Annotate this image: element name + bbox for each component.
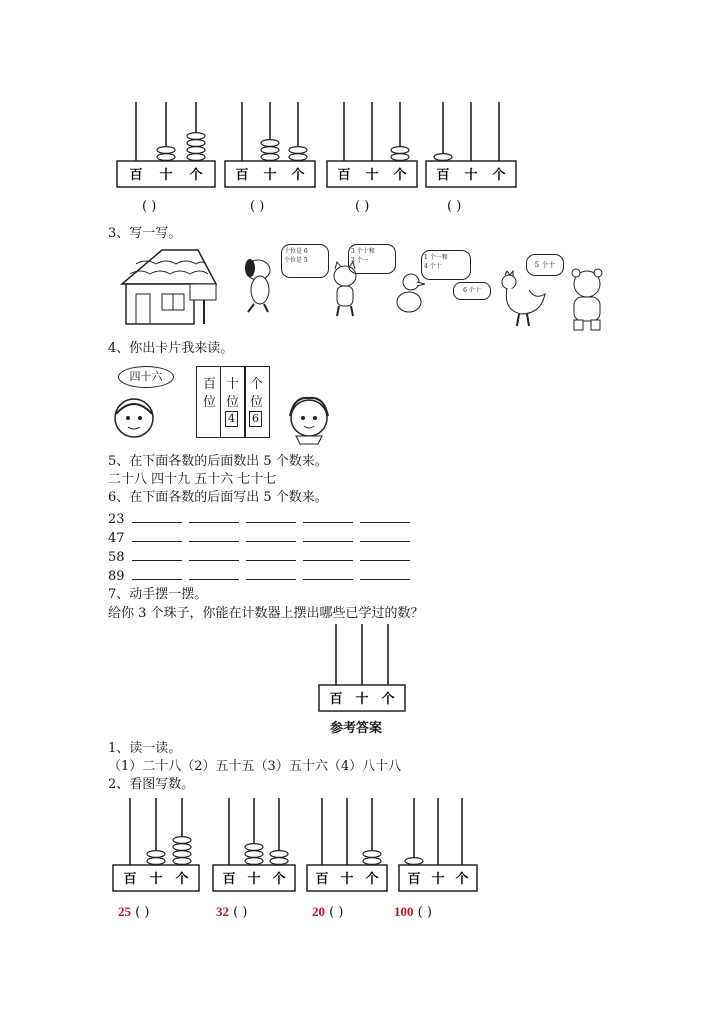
fill-row-4[interactable]: 89 [108, 567, 410, 584]
answer-blank-1[interactable]: ( ) [142, 199, 157, 214]
section4-title: 4、你出卡片我来读。 [108, 341, 234, 356]
boy-illustration [110, 394, 160, 446]
section3-title: 3、写一写。 [108, 226, 182, 241]
abacus-label-hundreds: 百 [235, 168, 249, 183]
answer-blank-3[interactable]: ( ) [355, 199, 370, 214]
ones-card: 个 位 6 [244, 366, 270, 438]
answer1-title: 1、读一读。 [108, 741, 182, 756]
rooster-speech-bubble: 6 个十 [453, 282, 491, 300]
answer-key-title: 参考答案 [330, 720, 383, 735]
bead-tens [261, 140, 279, 147]
abacus-label-hundreds: 百 [129, 168, 143, 183]
abacus-label-hundreds: 百 [123, 872, 137, 887]
speech-bubble: 四十六 [118, 366, 174, 388]
abacus-label-hundreds: 百 [315, 872, 329, 887]
rooster-illustration [493, 270, 553, 328]
bead-hundreds [434, 154, 452, 161]
bead-ones [187, 147, 205, 154]
bead-tens [245, 858, 263, 865]
bead-tens [245, 851, 263, 858]
bead-ones [187, 133, 205, 140]
abacus-label-ones: 个 [272, 872, 286, 887]
bead-ones [187, 154, 205, 161]
bead-ones [289, 147, 307, 154]
empty-abacus [318, 622, 406, 712]
bead-tens [261, 147, 279, 154]
bead-ones [391, 154, 409, 161]
girl-illustration [284, 394, 334, 446]
abacus-label-tens: 十 [355, 692, 369, 707]
abacus-label-ones: 个 [189, 168, 203, 183]
answer-blank-4[interactable]: ( ) [447, 199, 462, 214]
abacus-2 [224, 100, 316, 188]
answer-blank-2[interactable]: ( ) [250, 199, 265, 214]
abacus-label-ones: 个 [492, 168, 506, 183]
abacus-label-tens: 十 [263, 168, 277, 183]
abacus-3 [326, 100, 418, 188]
abacus-label-ones: 个 [175, 872, 189, 887]
section5-numbers: 二十八 四十九 五十六 七十七 [108, 472, 277, 487]
abacus-1 [116, 100, 216, 188]
abacus-label-hundreds: 百 [337, 168, 351, 183]
ones-digit: 6 [249, 411, 262, 427]
bead-ones [270, 858, 288, 865]
bead-ones [363, 858, 381, 865]
bear-speech-bubble: 5 个十 [526, 254, 564, 276]
duck-speech-bubble: 1 个一和 4 个十 [421, 250, 471, 280]
cat-speech-bubble: 3 个十和 2 个一 [348, 244, 396, 274]
abacus-label-tens: 十 [464, 168, 478, 183]
bead-tens [157, 147, 175, 154]
bead-tens [147, 851, 165, 858]
answer-value-3: 20 ( ) [312, 904, 344, 920]
abacus-label-hundreds: 百 [407, 872, 421, 887]
abacus-label-ones: 个 [381, 692, 395, 707]
abacus-label-hundreds: 百 [222, 872, 236, 887]
section7-text: 给你 3 个珠子，你能在计数器上摆出哪些已学过的数？ [108, 606, 424, 621]
bead-ones [289, 154, 307, 161]
abacus-label-ones: 个 [291, 168, 305, 183]
bead-hundreds [405, 858, 423, 865]
abacus-label-ones: 个 [455, 872, 469, 887]
bead-ones [173, 837, 191, 844]
answer1-text: （1）二十八（2）五十五（3）五十六（4）八十八 [108, 759, 402, 774]
bead-ones [363, 851, 381, 858]
abacus-label-tens: 十 [340, 872, 354, 887]
abacus-label-ones: 个 [365, 872, 379, 887]
house-illustration [112, 244, 222, 328]
answer2-title: 2、看图写数。 [108, 777, 195, 792]
bead-ones [270, 851, 288, 858]
bead-tens [157, 154, 175, 161]
hundreds-card: 百 位 [196, 366, 246, 438]
abacus-4 [425, 100, 517, 188]
answer-abacus-1 [112, 796, 200, 892]
dog-speech-bubble: 十位是 6 个位是 5 [281, 244, 329, 278]
bead-ones [173, 844, 191, 851]
abacus-label-tens: 十 [431, 872, 445, 887]
fill-row-2[interactable]: 47 [108, 529, 410, 546]
abacus-label-tens: 十 [247, 872, 261, 887]
abacus-label-tens: 十 [159, 168, 173, 183]
answer-value-2: 32 ( ) [216, 904, 248, 920]
abacus-label-tens: 十 [149, 872, 163, 887]
answer-value-4: 100 ( ) [394, 904, 432, 920]
abacus-label-ones: 个 [393, 168, 407, 183]
abacus-label-hundreds: 百 [329, 692, 343, 707]
fill-row-3[interactable]: 58 [108, 548, 410, 565]
section5-title: 5、在下面各数的后面数出 5 个数来。 [108, 454, 328, 469]
section7-title: 7、动手摆一摆。 [108, 587, 208, 602]
abacus-label-tens: 十 [365, 168, 379, 183]
answer-abacus-4 [398, 796, 478, 892]
bead-ones [173, 851, 191, 858]
bead-tens [147, 858, 165, 865]
abacus-label-hundreds: 百 [436, 168, 450, 183]
bead-ones [391, 147, 409, 154]
fill-row-1[interactable]: 23 [108, 510, 410, 527]
bead-tens [261, 154, 279, 161]
answer-abacus-2 [212, 796, 296, 892]
answer-value-1: 25 ( ) [118, 904, 150, 920]
section6-title: 6、在下面各数的后面写出 5 个数来。 [108, 490, 328, 505]
answer-abacus-3 [306, 796, 388, 892]
bear-illustration [564, 268, 610, 332]
bead-tens [245, 844, 263, 851]
tens-digit: 4 [225, 411, 238, 427]
tens-card: 十 位 4 [220, 366, 246, 438]
bead-ones [173, 858, 191, 865]
bead-ones [187, 140, 205, 147]
